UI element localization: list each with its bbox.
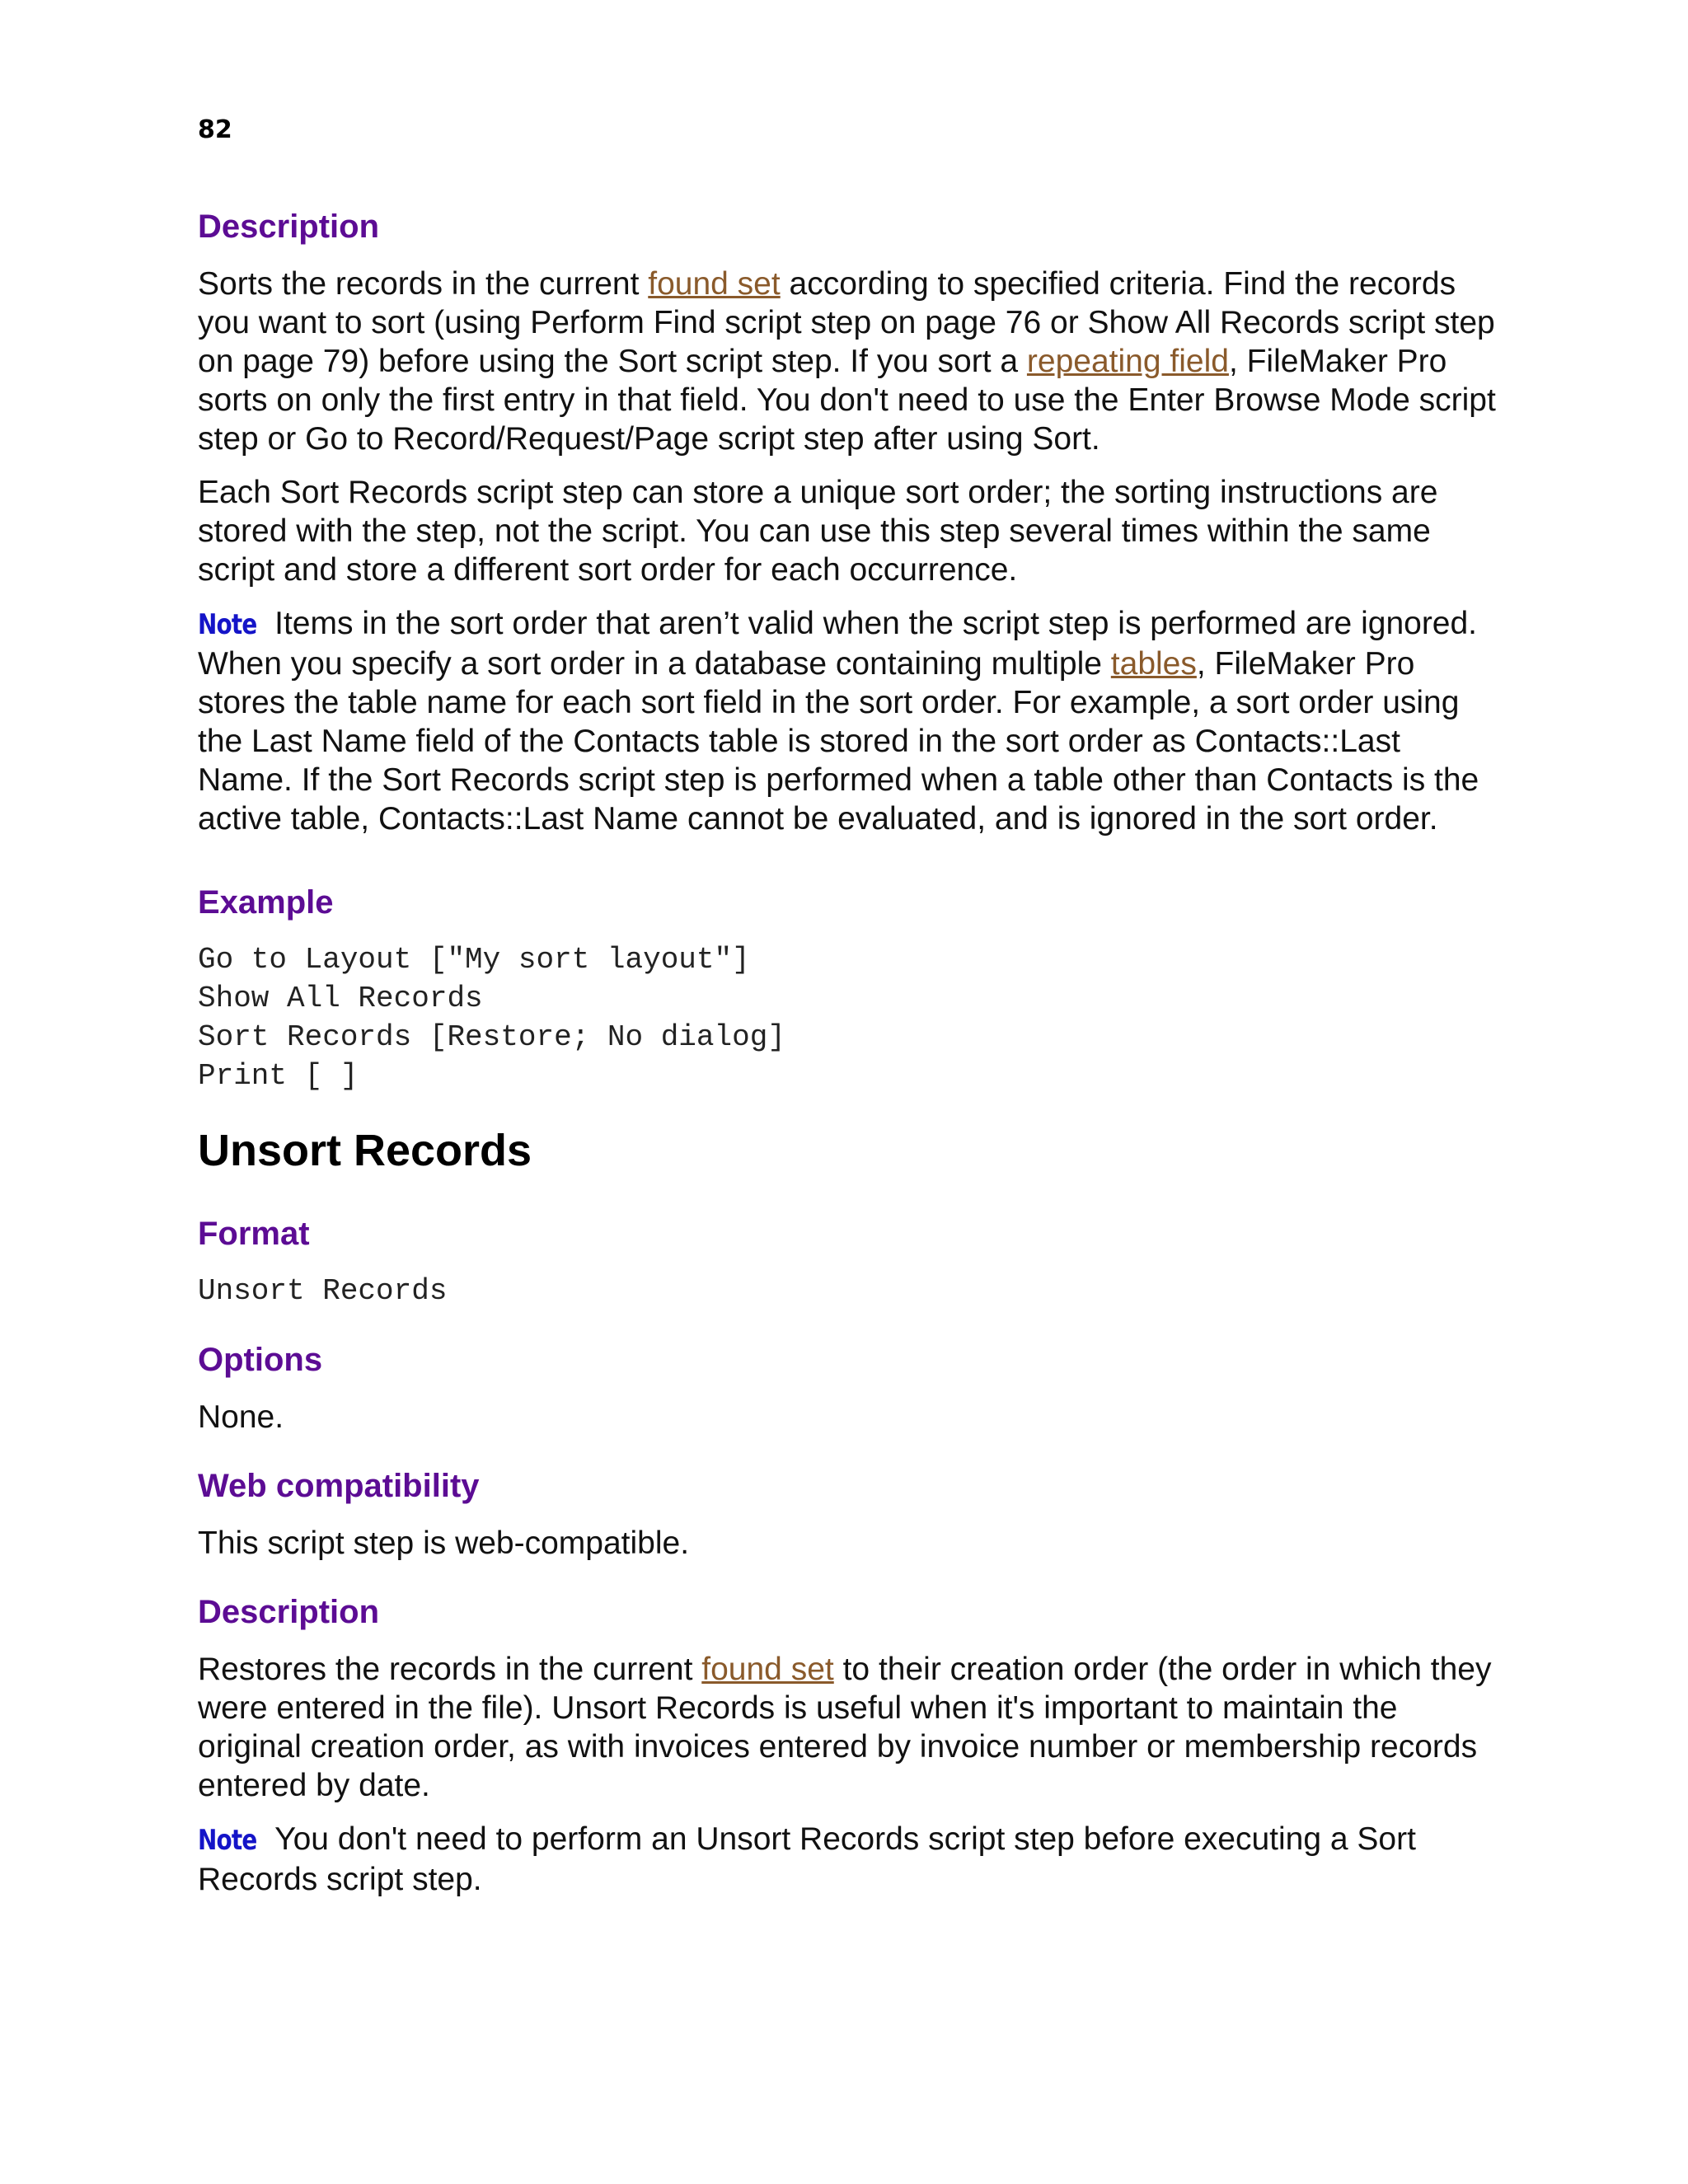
unsort-note-paragraph [198,1820,1500,1899]
unsort-description-paragraph [198,1650,1500,1805]
sort-order-paragraph: Each Sort Records script step can store a unique sort order; the sorting instructions are stored with the step, not the script. You can use this step several times within the same script and store a different sort order for each occurrence. [198,475,1438,588]
text-run: Restores the records in the current [198,1652,702,1687]
options-text: None. [198,1399,284,1435]
found-set-link[interactable]: found set [648,266,781,302]
code-line: Go to Layout ["My sort layout"] [198,943,750,977]
document-page [198,115,1500,1914]
example-heading: Example [198,884,334,921]
text-run: to their creation order (the order in which they were entered in the file). Unsort Records is useful when it's important to maintain the original creation order, as with invoices entered by invoice number or membership records entered by date. [198,1652,1492,1803]
note-label: Note [198,608,257,641]
web-compatibility-text: This script step is web-compatible. [198,1526,690,1561]
repeating-field-link[interactable]: repeating field [1026,344,1229,379]
found-set-link[interactable]: found set [701,1652,834,1687]
page-number: 82 [198,115,232,144]
code-line: Print [ ] [198,1059,359,1093]
sort-description-paragraph [198,265,1500,458]
format-heading: Format [198,1216,310,1252]
text-run: , FileMaker Pro stores the table name for each sort field in the sort order. For example, a sort order using the Last Name field of the Contacts table is stored in the sort order as Contacts::Last Name. If the Sort Records script step is performed when a table other than Contacts is the active table, Contacts::Last Name cannot be evaluated, and is ignored in the sort order. [198,646,1479,837]
section-title-unsort-records: Unsort Records [198,1126,532,1175]
text-run: , FileMaker Pro sorts on only the first entry in that field. You don't need to use the Enter Browse Mode script step or Go to Record/Request/Page script step after using Sort. [198,344,1496,457]
note-label: Note [198,1824,257,1857]
code-line: Show All Records [198,982,483,1015]
example-code-block [198,940,1500,1095]
unsort-description-heading: Description [198,1594,380,1630]
format-code: Unsort Records [198,1274,448,1308]
code-line: Sort Records [Restore; No dialog] [198,1020,785,1054]
options-heading: Options [198,1342,323,1378]
text-run: Sorts the records in the current [198,266,649,302]
text-run: You don't need to perform an Unsort Records script step before executing a Sort Records script step. [198,1821,1416,1897]
description-heading: Description [198,209,380,245]
sort-note-paragraph [198,604,1500,838]
tables-link[interactable]: tables [1110,646,1197,682]
text-run: Items in the sort order that aren’t valid when the script step is performed are ignored. When you specify a sort order in a database containing multiple [198,606,1478,682]
web-compatibility-heading: Web compatibility [198,1468,480,1504]
text-run: according to specified criteria. Find the records you want to sort (using Perform Find script step on page 76 or Show All Records script step on page 79) before using the Sort script step. If you sort a [198,266,1495,379]
